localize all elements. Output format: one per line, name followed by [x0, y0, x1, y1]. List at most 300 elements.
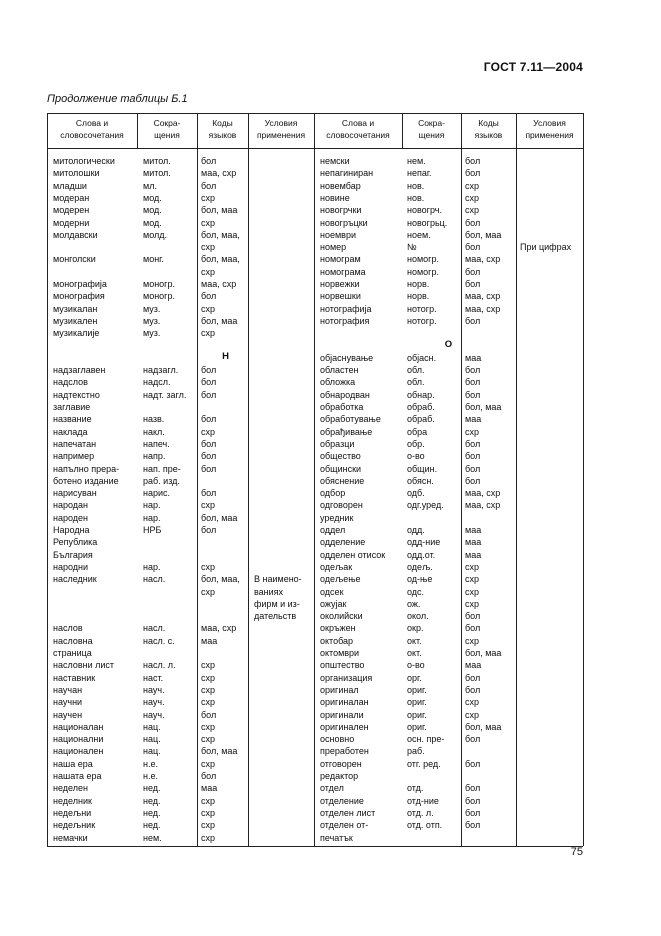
- right-word-cell: общество: [320, 451, 361, 462]
- right-word-cell: оригиналан: [320, 697, 369, 708]
- left-code-cell: схр: [201, 684, 216, 695]
- left-code-cell: схр: [201, 734, 216, 745]
- right-abbr-cell: номогр.: [407, 254, 439, 265]
- left-code-cell: маа, схр: [201, 279, 237, 289]
- table-caption: Продолжение таблицы Б.1: [47, 93, 188, 105]
- left-abbr-cell: нед.: [143, 807, 161, 818]
- left-word-cell: наклада: [53, 426, 88, 437]
- left-abbr-cell: мод.: [143, 192, 162, 203]
- right-abbr-cell: обл.: [407, 377, 425, 388]
- right-word-cell: печатък: [320, 832, 353, 843]
- left-abbr-cell: нар.: [143, 500, 161, 511]
- right-abbr-cell: ноем.: [407, 229, 431, 240]
- left-code-cell: бол, маа,: [201, 574, 240, 585]
- right-abbr-cell: номогр.: [407, 266, 439, 277]
- right-code-cell: бол: [465, 315, 481, 326]
- left-word-cell: музикален: [53, 315, 98, 326]
- right-word-cell: оригинали: [320, 709, 364, 720]
- right-word-cell: обяснение: [320, 475, 365, 486]
- left-word-cell: музикалије: [53, 328, 100, 339]
- right-code-cell: схр: [465, 709, 480, 720]
- left-abbr-cell: н.е.: [143, 758, 158, 769]
- right-word-cell: октомври: [320, 648, 360, 658]
- left-usage-cell: дательств: [254, 611, 297, 622]
- left-abbr-cell: науч.: [143, 709, 165, 720]
- right-word-cell: оригинален: [320, 721, 369, 732]
- right-abbr-cell: новогрч.: [407, 205, 442, 216]
- right-code-cell: маа, схр: [465, 488, 501, 499]
- right-word-cell: общински: [320, 463, 362, 474]
- left-code-cell: маа, схр: [201, 168, 237, 179]
- right-word-cell: номер: [320, 242, 347, 253]
- right-code-cell: бол: [465, 279, 481, 289]
- right-word-cell: обрађивање: [320, 426, 373, 437]
- right-code-cell: бол: [465, 242, 481, 253]
- right-abbr-cell: нотогр.: [407, 315, 437, 326]
- left-word-cell: митологически: [53, 156, 115, 166]
- left-word-cell: молдавски: [53, 229, 98, 240]
- page-number: 75: [570, 846, 583, 858]
- left-word-cell: неделен: [53, 783, 88, 794]
- left-code-cell: бол, маа,: [201, 254, 240, 265]
- left-code-cell: схр: [201, 672, 216, 683]
- right-abbr-cell: одб.: [407, 488, 425, 499]
- right-code-cell: бол: [465, 438, 481, 449]
- right-word-cell: основно: [320, 734, 355, 745]
- right-code-cell: маа: [465, 414, 482, 425]
- left-code-cell: маа, схр: [201, 623, 237, 634]
- left-code-cell: бол, маа: [201, 205, 238, 216]
- left-word-cell: музикалан: [53, 303, 98, 314]
- right-word-cell: отдел: [320, 783, 344, 794]
- header-usage-left: Условия применения: [256, 118, 306, 140]
- right-word-cell: ноември: [320, 229, 356, 240]
- right-word-cell: оддел: [320, 525, 346, 535]
- header-codes-right: Коды языков: [474, 118, 503, 140]
- left-code-cell: схр: [201, 660, 216, 671]
- right-code-cell: бол: [465, 156, 481, 166]
- right-word-cell: областен: [320, 365, 359, 376]
- left-word-cell: модеран: [53, 192, 90, 203]
- right-abbr-cell: новогрьц.: [407, 217, 448, 228]
- right-abbr-cell: обраб.: [407, 402, 435, 412]
- left-abbr-cell: нед.: [143, 820, 161, 831]
- right-code-cell: маа: [465, 537, 482, 548]
- left-word-cell: наследник: [53, 574, 97, 585]
- right-abbr-cell: обнар.: [407, 389, 435, 400]
- left-code-cell: маа: [201, 635, 218, 646]
- right-word-cell: нотографија: [320, 303, 372, 314]
- left-word-cell: например: [53, 451, 95, 462]
- left-code-cell: схр: [201, 586, 216, 597]
- right-code-cell: схр: [465, 180, 480, 191]
- left-code-cell: схр: [201, 795, 216, 806]
- left-abbr-cell: нац.: [143, 746, 161, 757]
- left-word-cell: научан: [53, 684, 83, 695]
- right-code-cell: бол: [465, 684, 481, 695]
- right-abbr-cell: од-ње: [407, 574, 433, 585]
- right-code-cell: бол, маа: [465, 648, 502, 658]
- left-word-cell: България: [53, 549, 93, 560]
- right-code-cell: бол: [465, 672, 481, 683]
- right-abbr-cell: одељ.: [407, 561, 433, 572]
- right-word-cell: одделен отисок: [320, 549, 386, 560]
- left-code-cell: маа: [201, 783, 218, 794]
- left-abbr-cell: нап. пре-: [143, 463, 181, 474]
- right-word-cell: општество: [320, 660, 365, 671]
- left-abbr-cell: нац.: [143, 734, 161, 745]
- right-abbr-cell: нов.: [407, 192, 425, 203]
- right-code-cell: схр: [465, 697, 480, 708]
- right-abbr-cell: окт.: [407, 635, 422, 646]
- right-code-cell: бол: [465, 217, 481, 228]
- right-word-cell: новогрчки: [320, 205, 362, 216]
- left-abbr-cell: надсл.: [143, 377, 171, 388]
- left-word-cell: насловна: [53, 635, 93, 646]
- left-word-cell: монография: [53, 291, 105, 302]
- right-abbr-cell: общин.: [407, 463, 438, 474]
- left-code-cell: бол: [201, 389, 217, 400]
- right-code-cell: бол: [465, 463, 481, 474]
- right-word-cell: одсек: [320, 586, 344, 597]
- right-code-cell: бол: [465, 820, 481, 831]
- header-words-left: Слова и словосочетания: [60, 118, 124, 140]
- table-bottom-border: [47, 846, 583, 847]
- left-word-cell: народни: [53, 561, 89, 572]
- left-abbr-cell: раб. изд.: [143, 475, 180, 486]
- left-abbr-cell: муз.: [143, 328, 161, 339]
- right-code-cell: бол: [465, 758, 481, 769]
- left-abbr-cell: нем.: [143, 832, 162, 843]
- left-word-cell: наша ера: [53, 758, 93, 769]
- left-word-cell: Народна: [53, 525, 90, 535]
- left-code-cell: схр: [201, 328, 216, 339]
- left-code-cell: схр: [201, 500, 216, 511]
- left-word-cell: немачки: [53, 832, 88, 843]
- right-code-cell: бол: [465, 783, 481, 794]
- left-code-cell: бол, маа,: [201, 229, 240, 240]
- right-code-cell: бол: [465, 611, 481, 622]
- right-code-cell: схр: [465, 205, 480, 216]
- right-word-cell: обнародван: [320, 389, 370, 400]
- left-word-cell: неделник: [53, 795, 92, 806]
- right-code-cell: бол: [465, 266, 481, 277]
- right-abbr-cell: обр.: [407, 438, 425, 449]
- right-code-cell: схр: [465, 635, 480, 646]
- left-word-cell: насловни лист: [53, 660, 115, 671]
- right-word-cell: организация: [320, 672, 373, 683]
- left-code-cell: бол: [201, 438, 217, 449]
- right-word-cell: новембар: [320, 180, 361, 191]
- left-word-cell: напълно прера-: [53, 463, 120, 474]
- left-section-letter: Н: [222, 350, 229, 362]
- right-abbr-cell: отд. отп.: [407, 820, 443, 831]
- right-word-cell: немски: [320, 156, 350, 166]
- left-abbr-cell: надт. загл.: [143, 389, 187, 400]
- right-code-cell: маа: [465, 525, 482, 535]
- left-word-cell: научен: [53, 709, 83, 720]
- left-abbr-cell: нар.: [143, 512, 161, 523]
- left-code-cell: схр: [201, 697, 216, 708]
- left-code-cell: бол: [201, 291, 217, 302]
- left-abbr-cell: накл.: [143, 426, 165, 437]
- right-abbr-cell: осн. пре-: [407, 734, 445, 745]
- right-word-cell: обработување: [320, 414, 381, 425]
- right-word-cell: одбор: [320, 488, 346, 499]
- right-word-cell: нотография: [320, 315, 370, 326]
- left-word-cell: националан: [53, 721, 104, 732]
- right-word-cell: објаснување: [320, 352, 374, 363]
- right-code-cell: бол: [465, 451, 481, 462]
- right-usage-cell: При цифрах: [520, 242, 572, 253]
- right-word-cell: редактор: [320, 771, 359, 781]
- left-abbr-cell: науч.: [143, 697, 165, 708]
- left-code-cell: схр: [201, 561, 216, 572]
- abbreviation-table: [47, 113, 583, 846]
- right-abbr-cell: отг. ред.: [407, 758, 441, 769]
- left-word-cell: национален: [53, 746, 104, 757]
- right-word-cell: отговорен: [320, 758, 362, 769]
- left-code-cell: бол: [201, 463, 217, 474]
- left-code-cell: схр: [201, 807, 216, 818]
- right-code-cell: бол: [465, 475, 481, 486]
- left-abbr-cell: молд.: [143, 229, 167, 240]
- left-word-cell: монголски: [53, 254, 96, 265]
- left-abbr-cell: наст.: [143, 672, 164, 683]
- left-abbr-cell: нар.: [143, 561, 161, 572]
- left-abbr-cell: нед.: [143, 795, 161, 806]
- left-abbr-cell: мл.: [143, 180, 157, 191]
- right-code-cell: бол: [465, 365, 481, 376]
- right-abbr-cell: непаг.: [407, 168, 432, 179]
- left-usage-cell: В наимено-: [254, 574, 302, 585]
- right-code-cell: бол, маа: [465, 402, 502, 412]
- left-code-cell: бол, маа: [201, 315, 238, 326]
- left-abbr-cell: насл. л.: [143, 660, 176, 671]
- right-code-cell: схр: [465, 192, 480, 203]
- right-abbr-cell: нем.: [407, 156, 426, 166]
- right-code-cell: бол: [465, 795, 481, 806]
- left-code-cell: бол: [201, 377, 217, 388]
- right-abbr-cell: ориг.: [407, 684, 427, 695]
- right-code-cell: бол, маа: [465, 229, 502, 240]
- column-border: [516, 113, 517, 846]
- right-code-cell: схр: [465, 574, 480, 585]
- right-abbr-cell: обл.: [407, 365, 425, 376]
- right-code-cell: маа, схр: [465, 500, 501, 511]
- left-code-cell: бол: [201, 180, 217, 191]
- header-abbr-left: Сокра- щения: [153, 118, 181, 140]
- right-word-cell: новогръцки: [320, 217, 368, 228]
- left-word-cell: монографија: [53, 279, 107, 289]
- left-code-cell: схр: [201, 217, 216, 228]
- left-word-cell: страница: [53, 648, 92, 658]
- right-abbr-cell: окол.: [407, 611, 429, 622]
- left-abbr-cell: моногр.: [143, 279, 175, 289]
- right-abbr-cell: окт.: [407, 648, 422, 658]
- right-abbr-cell: окр.: [407, 623, 424, 634]
- right-code-cell: маа, схр: [465, 254, 501, 265]
- left-code-cell: бол: [201, 451, 217, 462]
- document-code: ГОСТ 7.11—2004: [483, 60, 583, 74]
- left-word-cell: Република: [53, 537, 98, 548]
- right-code-cell: маа, схр: [465, 303, 501, 314]
- column-border: [461, 113, 462, 846]
- left-abbr-cell: НРБ: [143, 525, 162, 535]
- left-word-cell: наслов: [53, 623, 83, 634]
- right-abbr-cell: одд.от.: [407, 549, 436, 560]
- right-abbr-cell: одс.: [407, 586, 425, 597]
- right-word-cell: номограм: [320, 254, 361, 265]
- right-code-cell: бол, маа: [465, 721, 502, 732]
- right-word-cell: номограма: [320, 266, 366, 277]
- left-code-cell: схр: [201, 426, 216, 437]
- right-abbr-cell: нов.: [407, 180, 425, 191]
- left-abbr-cell: напеч.: [143, 438, 170, 449]
- left-abbr-cell: н.е.: [143, 771, 158, 781]
- left-abbr-cell: митол.: [143, 168, 171, 179]
- left-abbr-cell: митол.: [143, 156, 171, 166]
- left-word-cell: модерни: [53, 217, 90, 228]
- right-abbr-cell: ориг.: [407, 709, 427, 720]
- left-code-cell: бол, маа: [201, 746, 238, 757]
- right-word-cell: норвежки: [320, 279, 360, 289]
- left-abbr-cell: моногр.: [143, 291, 175, 302]
- right-abbr-cell: норв.: [407, 291, 430, 302]
- right-abbr-cell: отд-ние: [407, 795, 439, 806]
- header-abbr-right: Сокра- щения: [418, 118, 445, 140]
- left-code-cell: схр: [201, 303, 216, 314]
- left-usage-cell: фирм и из-: [254, 598, 300, 609]
- left-abbr-cell: нарис.: [143, 488, 171, 499]
- left-word-cell: недељник: [53, 820, 96, 831]
- column-border: [47, 113, 48, 846]
- right-code-cell: схр: [465, 598, 480, 609]
- right-word-cell: обложка: [320, 377, 356, 388]
- left-word-cell: надзаглавен: [53, 365, 106, 376]
- right-abbr-cell: одг.уред.: [407, 500, 444, 511]
- right-word-cell: октобар: [320, 635, 354, 646]
- left-word-cell: заглавие: [53, 402, 91, 412]
- left-code-cell: бол: [201, 709, 217, 720]
- right-code-cell: маа: [465, 660, 482, 671]
- right-word-cell: отделение: [320, 795, 364, 806]
- left-word-cell: надтекстно: [53, 389, 100, 400]
- right-abbr-cell: ориг.: [407, 697, 427, 708]
- left-abbr-cell: насл.: [143, 623, 166, 634]
- right-abbr-cell: отд.: [407, 783, 424, 794]
- right-abbr-cell: одд.: [407, 525, 425, 535]
- right-code-cell: бол: [465, 734, 481, 745]
- left-word-cell: недељни: [53, 807, 92, 818]
- right-abbr-cell: норв.: [407, 279, 430, 289]
- right-word-cell: одделение: [320, 537, 366, 548]
- right-abbr-cell: одд-ние: [407, 537, 441, 548]
- left-usage-cell: ваниях: [254, 586, 284, 597]
- left-word-cell: младши: [53, 180, 87, 191]
- right-abbr-cell: ориг.: [407, 721, 427, 732]
- right-abbr-cell: о-во: [407, 660, 425, 671]
- right-code-cell: схр: [465, 586, 480, 597]
- right-abbr-cell: обясн.: [407, 475, 434, 486]
- left-abbr-cell: мод.: [143, 217, 162, 228]
- left-code-cell: схр: [201, 242, 216, 253]
- right-code-cell: маа: [465, 352, 482, 363]
- left-code-cell: схр: [201, 192, 216, 203]
- left-word-cell: наставник: [53, 672, 96, 683]
- right-word-cell: норвешки: [320, 291, 361, 302]
- left-code-cell: схр: [201, 721, 216, 732]
- right-code-cell: бол: [465, 807, 481, 818]
- left-code-cell: бол, маа: [201, 512, 238, 523]
- right-code-cell: маа: [465, 549, 482, 560]
- left-code-cell: бол: [201, 771, 217, 781]
- right-word-cell: преработен: [320, 746, 369, 757]
- right-abbr-cell: нотогр.: [407, 303, 437, 314]
- left-word-cell: напечатан: [53, 438, 97, 449]
- right-abbr-cell: објасн.: [407, 352, 437, 363]
- left-code-cell: бол: [201, 365, 217, 376]
- left-word-cell: нарисуван: [53, 488, 97, 499]
- right-code-cell: бол: [465, 389, 481, 400]
- right-word-cell: непагиниран: [320, 168, 374, 179]
- left-abbr-cell: мод.: [143, 205, 162, 216]
- left-word-cell: модерен: [53, 205, 90, 216]
- right-word-cell: одељење: [320, 574, 361, 585]
- left-word-cell: народен: [53, 512, 89, 523]
- left-word-cell: народан: [53, 500, 89, 511]
- right-word-cell: отделен от-: [320, 820, 369, 831]
- left-word-cell: национални: [53, 734, 104, 745]
- left-abbr-cell: насл.: [143, 574, 166, 585]
- left-word-cell: надслов: [53, 377, 88, 388]
- right-abbr-cell: раб.: [407, 746, 425, 757]
- left-abbr-cell: муз.: [143, 315, 161, 326]
- right-code-cell: схр: [465, 426, 480, 437]
- left-word-cell: ботено издание: [53, 475, 119, 486]
- right-word-cell: одељак: [320, 561, 353, 572]
- right-code-cell: схр: [465, 561, 480, 572]
- left-code-cell: схр: [201, 758, 216, 769]
- left-code-cell: схр: [201, 820, 216, 831]
- column-border: [248, 113, 249, 846]
- left-abbr-cell: нед.: [143, 783, 161, 794]
- right-word-cell: обработка: [320, 402, 364, 412]
- right-abbr-cell: обра: [407, 426, 428, 437]
- right-abbr-cell: обраб.: [407, 414, 435, 425]
- left-word-cell: митолошки: [53, 168, 100, 179]
- column-border: [197, 113, 198, 846]
- right-code-cell: бол: [465, 168, 481, 179]
- header-words-right: Слова и словосочетания: [326, 118, 390, 140]
- header-usage-right: Условия применения: [525, 118, 574, 140]
- left-abbr-cell: напр.: [143, 451, 166, 462]
- left-code-cell: схр: [201, 266, 216, 277]
- right-word-cell: новине: [320, 192, 350, 203]
- right-word-cell: одговорен: [320, 500, 363, 511]
- right-code-cell: бол: [465, 623, 481, 634]
- right-word-cell: образци: [320, 438, 355, 449]
- left-code-cell: схр: [201, 832, 216, 843]
- right-abbr-cell: №: [407, 242, 417, 253]
- right-word-cell: оригинал: [320, 684, 359, 695]
- right-word-cell: уредник: [320, 512, 354, 523]
- right-code-cell: маа, схр: [465, 291, 501, 302]
- right-word-cell: околийски: [320, 611, 363, 622]
- left-word-cell: нашата ера: [53, 771, 102, 781]
- left-abbr-cell: муз.: [143, 303, 161, 314]
- left-word-cell: название: [53, 414, 92, 425]
